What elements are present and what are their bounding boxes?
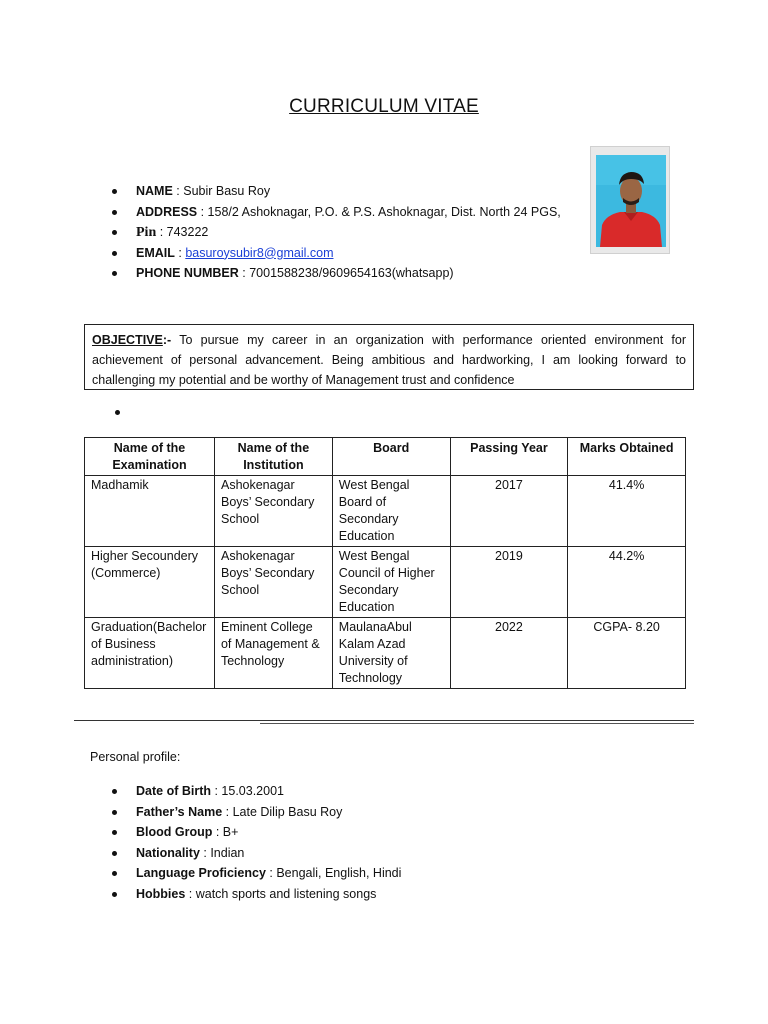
year-cell: 2022: [450, 618, 568, 689]
objective-label: OBJECTIVE: [92, 333, 163, 347]
education-table: [84, 437, 686, 689]
profile-value: Late Dilip Basu Roy: [232, 804, 343, 819]
contact-address: ADDRESS : 158/2 Ashoknagar, P.O. & P.S. Ashoknagar, Dist. North 24 PGS,: [112, 202, 561, 223]
header-board: Board: [332, 438, 450, 476]
year-cell: 2019: [450, 547, 568, 618]
contact-email: EMAIL : basuroysubir8@gmail.com: [112, 243, 561, 264]
pin-label: Pin: [136, 225, 157, 240]
board-cell: West Bengal Board of Secondary Education: [332, 476, 450, 547]
email-link[interactable]: basuroysubir8@gmail.com: [185, 245, 334, 260]
table-header-row: [85, 438, 686, 476]
profile-photo: [590, 146, 670, 254]
header-examination: Name of the Examination: [85, 438, 215, 476]
list-item: Father’s Name : Late Dilip Basu Roy: [112, 802, 401, 823]
year-cell: 2017: [450, 476, 568, 547]
phone-value: 7001588238/9609654163(whatsapp): [249, 266, 454, 280]
header-institution: Name of the Institution: [214, 438, 332, 476]
profile-value: watch sports and listening songs: [195, 886, 377, 901]
institution-cell: Ashokenagar Boys’ Secondary School: [214, 547, 332, 618]
examination-cell: Graduation(Bachelor of Business administration): [85, 618, 215, 689]
list-item: Language Proficiency : Bengali, English, Hindi: [112, 863, 401, 884]
profile-label: Blood Group: [136, 825, 213, 839]
list-item: Blood Group : B+: [112, 822, 401, 843]
marks-cell: 41.4%: [568, 476, 686, 547]
table-row: [85, 547, 686, 618]
profile-value: Indian: [210, 845, 245, 860]
board-cell: West Bengal Council of Higher Secondary Education: [332, 547, 450, 618]
board-cell: MaulanaAbul Kalam Azad University of Technology: [332, 618, 450, 689]
profile-value: 15.03.2001: [221, 784, 284, 798]
name-value: Subir Basu Roy: [183, 184, 271, 198]
header-passing-year: Passing Year: [450, 438, 568, 476]
marks-cell: CGPA- 8.20: [568, 618, 686, 689]
address-value: 158/2 Ashoknagar, P.O. & P.S. Ashoknagar, Dist. North 24 PGS,: [207, 204, 561, 219]
list-item: Hobbies : watch sports and listening songs: [112, 884, 401, 905]
divider: [74, 720, 694, 721]
person-photo-icon: [596, 155, 666, 247]
profile-label: Hobbies: [136, 886, 186, 901]
list-item: Date of Birth : 15.03.2001: [112, 781, 401, 802]
profile-label: Father’s Name: [136, 804, 223, 819]
profile-label: Language Proficiency: [136, 866, 266, 880]
examination-cell: Higher Secoundery (Commerce): [85, 547, 215, 618]
header-marks: Marks Obtained: [568, 438, 686, 476]
examination-cell: Madhamik: [85, 476, 215, 547]
bullet-icon: [115, 410, 120, 415]
contact-pin: Pin : 743222: [112, 222, 561, 243]
profile-value: Bengali, English, Hindi: [276, 866, 402, 880]
contact-name: NAME : Subir Basu Roy: [112, 181, 561, 202]
table-row: [85, 618, 686, 689]
page-title: CURRICULUM VITAE: [289, 96, 479, 117]
profile-label: Nationality: [136, 845, 200, 860]
name-label: NAME: [136, 184, 173, 198]
contact-list: [112, 181, 561, 284]
address-label: ADDRESS: [136, 204, 198, 219]
profile-list: [112, 781, 401, 904]
objective-box: OBJECTIVE:- To pursue my career in an organization with performance oriented environment for achievement of personal advancement. Being ambitious and hardworking, I am looking forward to challenging my potential and be worthy of Management trust and confidence: [84, 324, 694, 390]
pin-value: 743222: [166, 225, 209, 239]
phone-label: PHONE NUMBER: [136, 266, 239, 280]
objective-text: To pursue my career in an organization with performance oriented environment for achievement of personal advancement. Being ambitious and hardworking, I am looking forward to challenging my potential and be worthy of Management trust and confidence: [92, 333, 686, 387]
institution-cell: Eminent College of Management & Technology: [214, 618, 332, 689]
table-row: [85, 476, 686, 547]
profile-label: Date of Birth: [136, 784, 211, 798]
profile-heading: Personal profile:: [90, 750, 181, 764]
divider: [260, 723, 694, 724]
list-item: Nationality : Indian: [112, 843, 401, 864]
contact-phone: PHONE NUMBER : 7001588238/9609654163(whatsapp): [112, 263, 561, 284]
institution-cell: Ashokenagar Boys’ Secondary School: [214, 476, 332, 547]
marks-cell: 44.2%: [568, 547, 686, 618]
email-label: EMAIL: [136, 245, 175, 260]
profile-value: B+: [222, 825, 239, 839]
